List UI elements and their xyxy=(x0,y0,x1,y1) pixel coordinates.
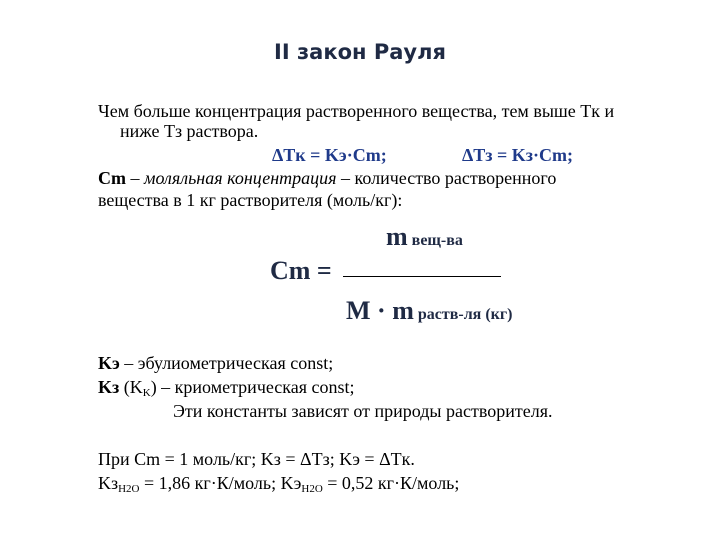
formula-boiling: ΔTк = Kэ·Cm; xyxy=(272,145,387,165)
fraction-denominator xyxy=(346,296,512,326)
kz-water-value: = 1,86 кг·К/моль; xyxy=(139,473,281,493)
kz-water: Kз xyxy=(98,473,119,493)
fraction-numerator xyxy=(386,222,463,252)
denominator-unit: (кг) xyxy=(485,306,513,323)
numerator-m: m xyxy=(386,222,408,251)
numerator-sub: вещ-ва xyxy=(411,232,463,249)
page-title: II закон Рауля xyxy=(274,40,446,64)
kz-paren-open: (K xyxy=(119,377,143,397)
ke-water-value: = 0,52 кг·К/моль; xyxy=(322,473,460,493)
definition-dash: – xyxy=(126,168,144,188)
definition-line-1 xyxy=(98,167,556,189)
molality-term: моляльная концентрация xyxy=(144,168,337,188)
kz-paren-close: ) – криометрическая const; xyxy=(150,377,355,397)
kz-water-sub: H2O xyxy=(118,483,140,495)
bottom-line-2 xyxy=(98,472,459,500)
bottom-line-1: При Cm = 1 моль/кг; Kз = ΔTз; Kэ = ΔTк. xyxy=(98,449,415,469)
intro-line-1: Чем больше концентрация растворенного вещества, тем выше Tк и xyxy=(98,101,615,121)
fraction-bar xyxy=(343,276,501,277)
denominator-sub: раств-ля xyxy=(417,306,482,323)
ke-text: – эбулиометрическая const; xyxy=(119,353,334,373)
fraction-lhs: Cm = xyxy=(270,256,332,285)
ke-water: Kэ xyxy=(280,473,302,493)
definition-rest: – количество растворенного xyxy=(336,168,557,188)
ke-water-sub: H2O xyxy=(301,483,323,495)
intro-line-2: ниже Tз раствора. xyxy=(120,121,259,141)
denominator-main: M · m xyxy=(346,296,414,325)
ke-symbol: Kэ xyxy=(98,353,120,373)
ke-definition xyxy=(98,352,333,374)
definition-line-2: вещества в 1 кг растворителя (моль/кг): xyxy=(98,190,403,210)
kz-paren-sub: K xyxy=(142,387,151,399)
cm-symbol: Cm xyxy=(98,168,126,188)
constants-note: Эти константы зависят от природы растворителя. xyxy=(173,401,553,421)
kz-symbol: Kз xyxy=(98,377,120,397)
formula-freezing: ΔTз = Kз·Cm; xyxy=(462,145,574,165)
